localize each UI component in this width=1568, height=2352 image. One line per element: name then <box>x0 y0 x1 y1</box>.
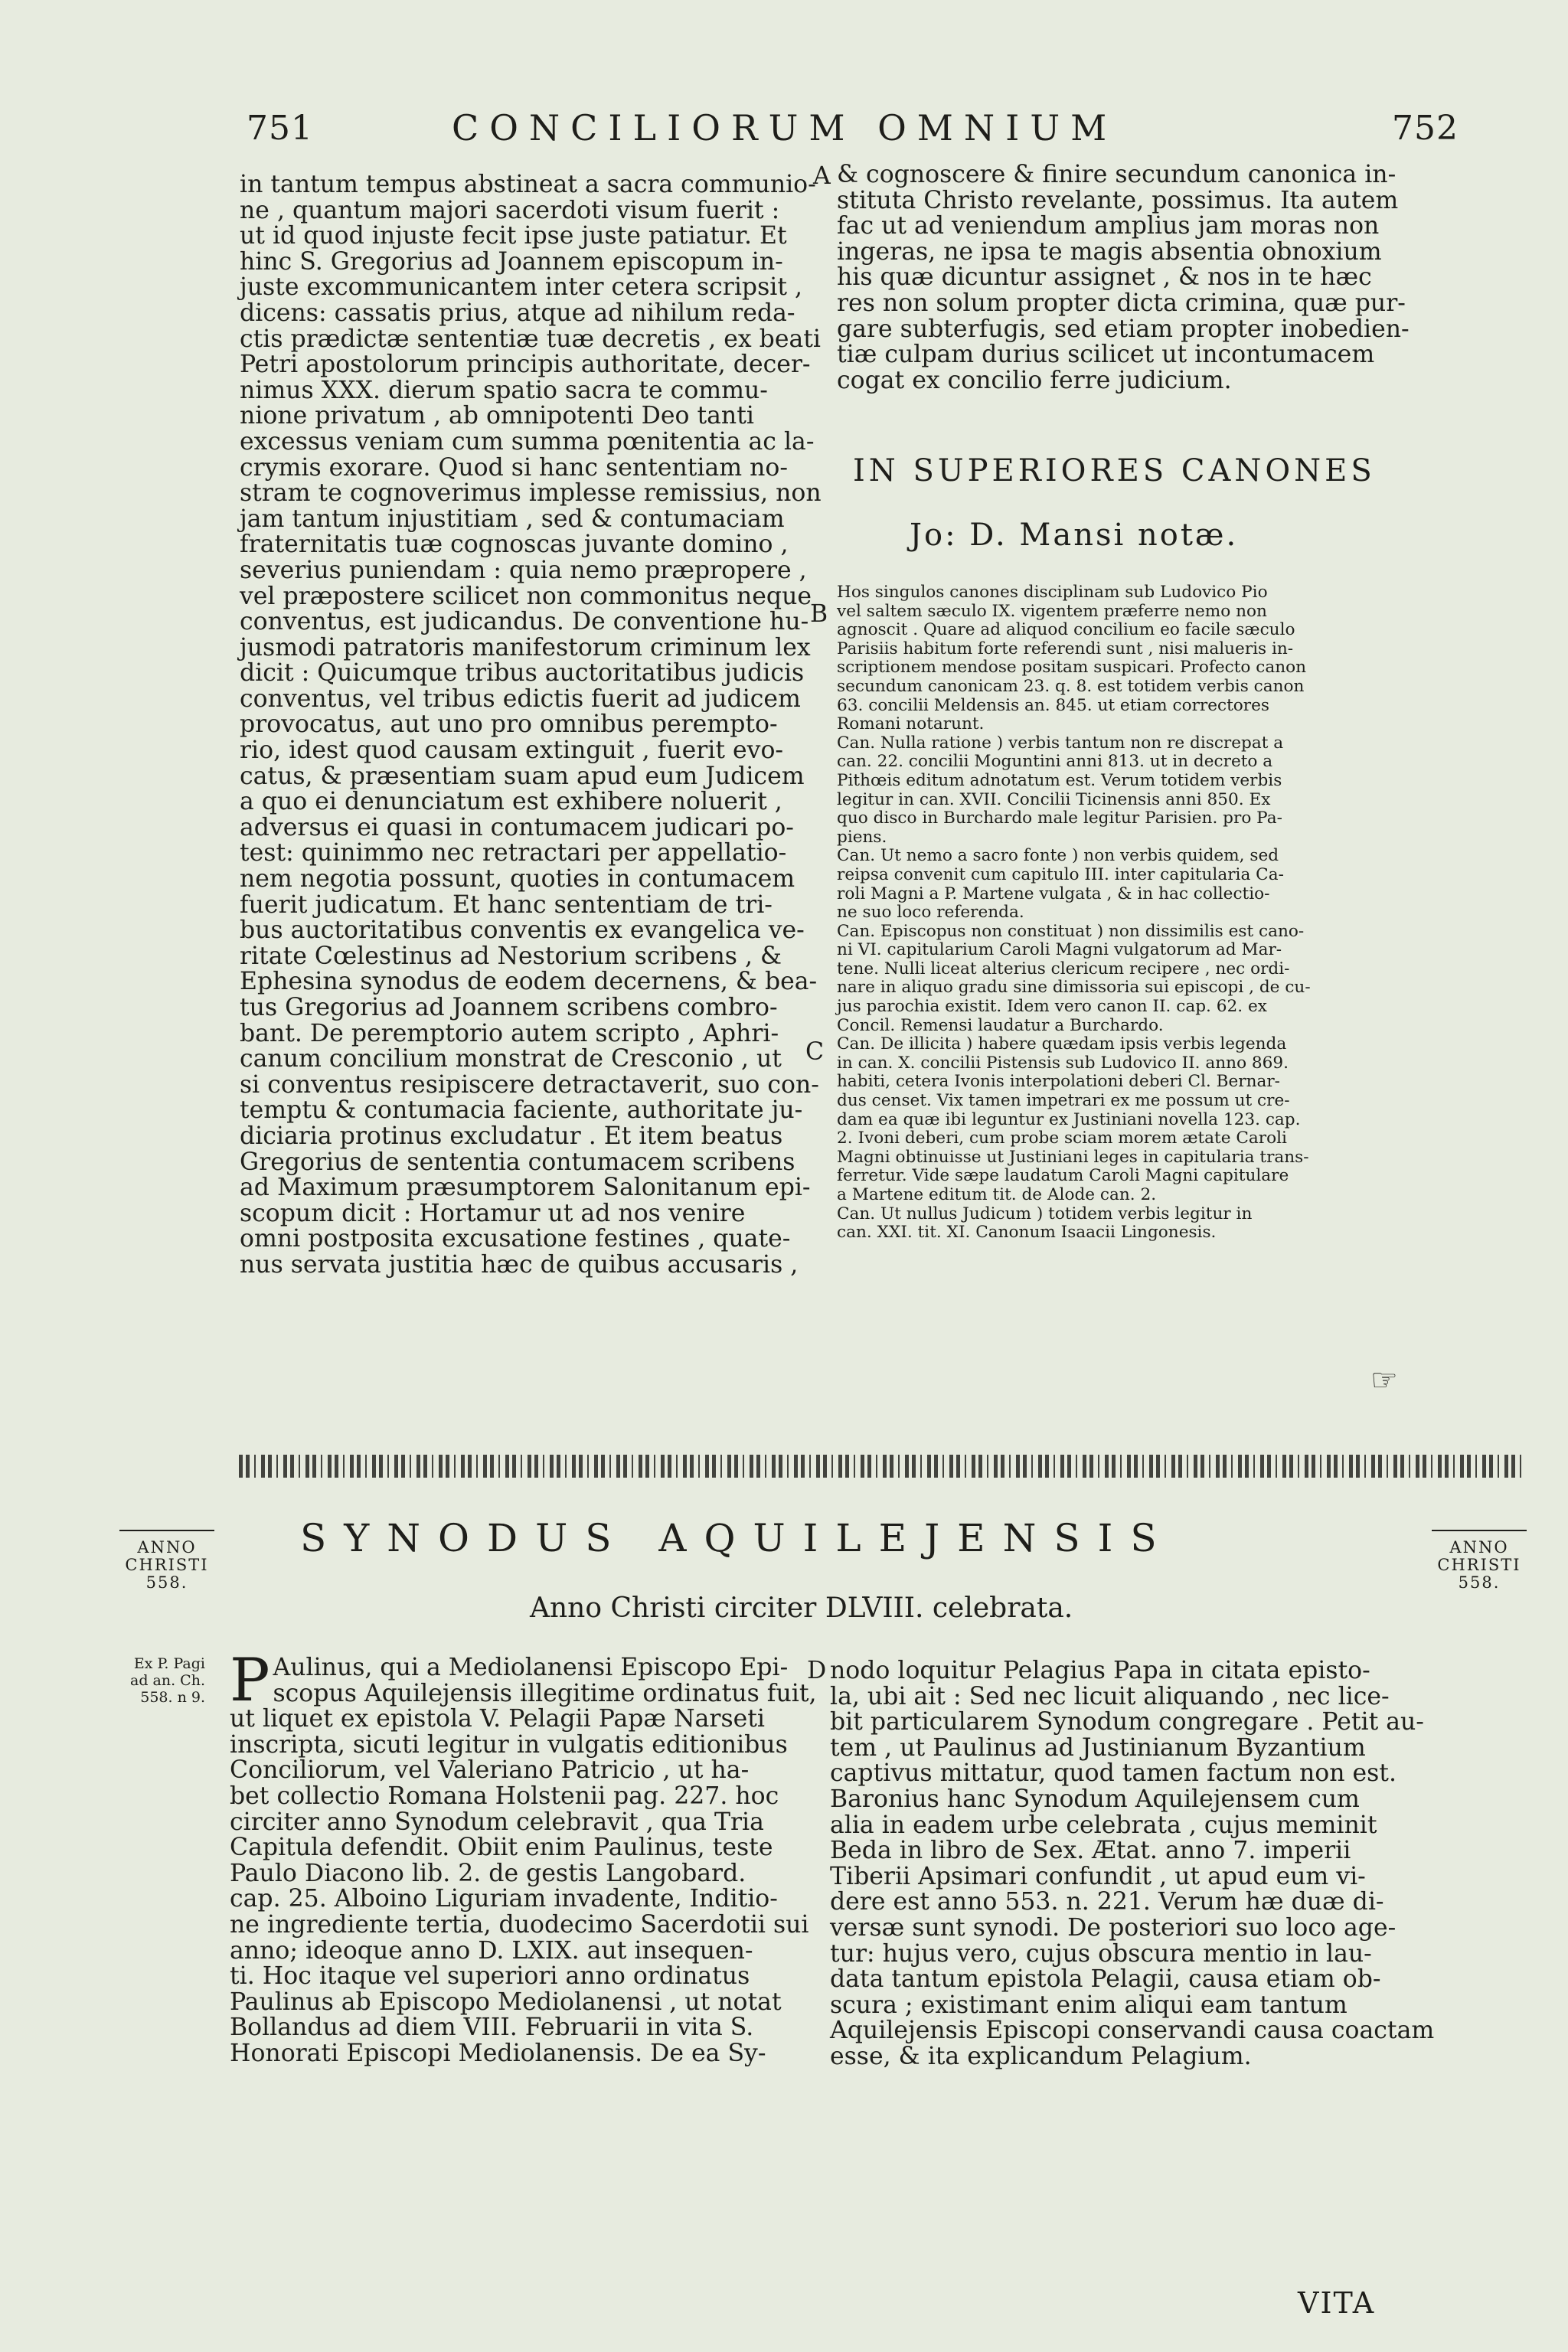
text-line: dicens: cassatis prius, atque ad nihilum reda- <box>240 299 795 327</box>
text-line: 63. concilii Meldensis an. 845. ut etiam correctores <box>837 695 1269 715</box>
text-line: ne ingrediente tertia, duodecimo Sacerdotii sui <box>230 1910 809 1939</box>
text-line: cogat ex concilio ferre judicium. <box>837 366 1232 394</box>
synod-title: SYNODUS AQUILEJENSIS <box>300 1516 1174 1560</box>
text-line: scopum dicit : Hortamur ut ad nos venire <box>240 1199 746 1227</box>
synod-subtitle: Anno Christi circiter DLVIII. celebrata. <box>530 1592 1073 1624</box>
anno-christi-left <box>113 1530 220 1592</box>
text-column-bottom-right <box>830 1658 1434 2070</box>
text-line: ni VI. capitularium Caroli Magni vulgatorum ad Mar- <box>837 940 1282 960</box>
text-line: vel præpostere scilicet non commonitus neque <box>240 582 812 610</box>
text-line: can. 22. concilii Moguntini anni 813. ut in decreto a <box>837 752 1273 772</box>
text-line: Can. Episcopus non constituat ) non dissimilis est cano- <box>837 921 1305 941</box>
catchword: VITA <box>1298 2286 1376 2320</box>
text-line: Hos singulos canones disciplinam sub Ludovico Pio <box>837 583 1268 602</box>
text-line: catus, & præsentiam suam apud eum Judicem <box>240 762 805 790</box>
text-line: ut id quod injuste fecit ipse juste patiatur. Et <box>240 222 787 250</box>
text-line: gare subterfugis, sed etiam propter inobedien- <box>837 315 1410 343</box>
anno-rule-left <box>119 1530 214 1531</box>
text-line: his quæ dicuntur assignet , & nos in te hæc <box>837 263 1372 292</box>
page-number-left: 751 <box>247 109 313 148</box>
text-line: habiti, cetera Ivonis interpolationi deberi Cl. Bernar- <box>837 1072 1280 1092</box>
text-line: Petri apostolorum principis authoritate, decer- <box>240 351 811 379</box>
page-number-right: 752 <box>1392 109 1459 148</box>
text-line: res non solum propter dicta crimina, quæ pur- <box>837 289 1406 317</box>
text-line: Beda in libro de Sex. Ætat. anno 7. imperii <box>830 1837 1351 1865</box>
text-column-top-right <box>837 162 1410 394</box>
anno-christi-right <box>1426 1530 1533 1592</box>
text-line: fuerit judicatum. Et hanc sententiam de tri- <box>240 890 773 919</box>
text-line: Magni obtinuisse ut Justiniani leges in capitularia trans- <box>837 1147 1309 1167</box>
text-line: in tantum tempus abstineat a sacra communio- <box>240 171 816 198</box>
anno-year: 558. <box>1458 1573 1501 1592</box>
text-line: nione privatum , ab omnipotenti Deo tanti <box>240 402 754 430</box>
text-line: Bollandus ad diem VIII. Februarii in vita S. <box>230 2014 754 2042</box>
drop-cap: P <box>230 1646 270 1715</box>
ornament-band <box>239 1455 1521 1479</box>
text-line: secundum canonicam 23. q. 8. est totidem verbis canon <box>837 676 1305 696</box>
text-line: juste excommunicantem inter cetera scripsit , <box>240 273 803 302</box>
source-note-line: ad an. Ch. <box>130 1672 205 1689</box>
text-line: Ephesina synodus de eodem decernens, & bea- <box>240 968 818 996</box>
text-line: nare in aliquo gradu sine dimissoria sui episcopi , de cu- <box>837 978 1311 998</box>
margin-marker-b: B <box>810 600 828 628</box>
text-line: temptu & contumacia faciente, authoritate ju- <box>240 1096 803 1125</box>
text-line: nem negotia possunt, quoties in contumacem <box>240 865 795 893</box>
text-line: ctis prædictæ sententiæ tuæ decretis , ex beati <box>240 325 821 353</box>
text-line: Conciliorum, vel Valeriano Patricio , ut ha- <box>230 1756 750 1785</box>
text-line: Aquilejensis Episcopi conservandi causa coactam <box>830 2017 1435 2045</box>
text-line: agnoscit . Quare ad aliquod concilium eo facile sæculo <box>837 620 1295 640</box>
text-line: canum concilium monstrat de Cresconio , ut <box>240 1045 782 1073</box>
text-line: legitur in can. XVII. Concilii Ticinensis anni 850. Ex <box>837 789 1271 809</box>
text-line: Can. Ut nemo a sacro fonte ) non verbis quidem, sed <box>837 846 1279 866</box>
text-line: jusmodi patratoris manifestorum criminum lex <box>240 633 811 662</box>
text-line: rio, idest quod causam extinguit , fuerit evo- <box>240 737 784 765</box>
text-line: crymis exorare. Quod si hanc sententiam no- <box>240 453 789 482</box>
text-line: tem , ut Paulinus ad Justinianum Byzantium <box>830 1733 1366 1762</box>
anno-word: ANNO <box>137 1538 197 1557</box>
text-line: reipsa convenit cum capitulo III. inter capitularia Ca- <box>837 864 1284 884</box>
text-line: ferretur. Vide sæpe laudatum Caroli Magni capitulare <box>837 1166 1289 1186</box>
text-line: si conventus resipiscere detractaverit, suo con- <box>240 1070 819 1099</box>
notes-author: Jo: D. Mansi notæ. <box>910 518 1239 553</box>
text-line: jus parochia existit. Idem vero canon II. cap. 62. ex <box>837 997 1267 1017</box>
text-line: scopus Aquilejensis illegitime ordinatus fuit, <box>273 1679 817 1707</box>
text-line: captivus mittatur, quod tamen factum non est. <box>830 1759 1396 1788</box>
text-line: la, ubi ait : Sed nec licuit aliquando , nec lice- <box>830 1682 1390 1710</box>
pointing-hand-icon: ☞ <box>1370 1363 1398 1398</box>
text-line: data tantum epistola Pelagii, causa etiam ob- <box>830 1965 1381 1994</box>
text-line: piens. <box>837 827 887 847</box>
text-line: Paulo Diacono lib. 2. de gestis Langobard. <box>230 1859 746 1887</box>
anno-rule-right <box>1432 1530 1527 1531</box>
text-line: fac ut ad veniendum amplius jam moras non <box>837 212 1380 240</box>
text-line: test: quinimmo nec retractari per appellatio- <box>240 839 787 867</box>
text-line: ritate Cœlestinus ad Nestorium scribens , & <box>240 942 782 970</box>
text-line: conventus, est judicandus. De conventione hu- <box>240 608 809 636</box>
text-line: a Martene editum tit. de Alode can. 2. <box>837 1185 1157 1204</box>
text-line: Tiberii Apsimari confundit , ut apud eum vi- <box>830 1862 1366 1890</box>
margin-marker-d: D <box>807 1657 827 1684</box>
margin-marker-c: C <box>805 1038 825 1066</box>
text-line: Baronius hanc Synodum Aquilejensem cum <box>830 1785 1360 1813</box>
text-line: tus Gregorius ad Joannem scribens combro- <box>240 994 778 1021</box>
text-line: quo disco in Burchardo male legitur Parisien. pro Pa- <box>837 808 1282 828</box>
text-line: diciaria protinus excludatur . Et item beatus <box>240 1122 783 1150</box>
text-line: tur: hujus vero, cujus obscura mentio in lau- <box>830 1939 1372 1968</box>
text-line: Parisiis habitum forte referendi sunt , nisi malueris in- <box>837 639 1294 658</box>
text-line: excessus veniam cum summa pœnitentia ac la- <box>240 427 815 456</box>
text-line: Can. Nulla ratione ) verbis tantum non re discrepat a <box>837 733 1284 753</box>
text-line: & cognoscere & finire secundum canonica in- <box>837 161 1396 188</box>
text-line: esse, & ita explicandum Pelagium. <box>830 2042 1252 2070</box>
text-line: omni postposita excusatione festines , quate- <box>240 1225 791 1253</box>
text-line: a quo ei denunciatum est exhibere noluerit , <box>240 788 782 816</box>
text-line: bit particularem Synodum congregare . Petit au- <box>830 1708 1424 1736</box>
text-line: Pithœis editum adnotatum est. Verum totidem verbis <box>837 770 1282 790</box>
text-line: dus censet. Vix tamen impetrari ex me possum ut cre- <box>837 1091 1290 1111</box>
text-line: ad Maximum præsumptorem Salonitanum epi- <box>240 1174 811 1202</box>
text-line: Concil. Remensi laudatur a Burchardo. <box>837 1015 1164 1035</box>
text-line: Gregorius de sententia contumacem scribens <box>240 1148 795 1176</box>
text-line: anno; ideoque anno D. LXIX. aut insequen- <box>230 1936 753 1965</box>
text-line: Capitula defendit. Obiit enim Paulinus, teste <box>230 1834 773 1862</box>
text-line: ingeras, ne ipsa te magis absentia obnoxium <box>837 237 1382 266</box>
anno-word: ANNO <box>1449 1538 1509 1557</box>
text-line: nus servata justitia hæc de quibus accusaris , <box>240 1250 799 1279</box>
text-line: tiæ culpam durius scilicet ut incontumacem <box>837 341 1375 369</box>
text-line: versæ sunt synodi. De posteriori suo loco age- <box>830 1913 1396 1942</box>
text-line: ne , quantum majori sacerdoti visum fuerit : <box>240 196 780 224</box>
bottom-left-lines <box>230 1646 817 2067</box>
text-line: can. XXI. tit. XI. Canonum Isaacii Lingonesis. <box>837 1223 1217 1243</box>
source-note-line: 558. n 9. <box>140 1689 205 1706</box>
text-line: stram te cognoverimus implesse remissius, non <box>240 479 822 508</box>
source-note-line: Ex P. Pagi <box>133 1655 205 1672</box>
christi-word: CHRISTI <box>1437 1556 1521 1574</box>
text-line: bet collectio Romana Holstenii pag. 227. hoc <box>230 1782 779 1810</box>
text-line: ti. Hoc itaque vel superiori anno ordinatus <box>230 1962 750 1991</box>
text-line: tene. Nulli liceat alterius clericum recipere , nec ordi- <box>837 959 1290 978</box>
text-line: Can. Ut nullus Judicum ) totidem verbis legitur in <box>837 1204 1253 1223</box>
text-line: cap. 25. Alboino Liguriam invadente, Inditio- <box>230 1885 778 1913</box>
text-column-top-left <box>240 171 825 1279</box>
text-column-bottom-left <box>230 1646 817 2067</box>
text-line: fraternitatis tuæ cognoscas juvante domino , <box>240 531 789 559</box>
text-line: jam tantum injustitiam , sed & contumaciam <box>240 505 785 533</box>
text-line: severius puniendam : quia nemo præpropere , <box>240 556 807 584</box>
text-line: bus auctoritatibus conventis ex evangelica ve- <box>240 916 805 945</box>
text-line: scriptionem mendose positam suspicari. Profecto canon <box>837 658 1307 678</box>
margin-marker-a: A <box>813 162 831 190</box>
text-line: dicit : Quicumque tribus auctoritatibus judicis <box>240 659 805 688</box>
text-line: inscripta, sicuti legitur in vulgatis editionibus <box>230 1730 788 1759</box>
text-line: nimus XXX. dierum spatio sacra te commu- <box>240 376 768 404</box>
text-line: Can. De illicita ) habere quædam ipsis verbis legenda <box>837 1034 1287 1054</box>
text-line: bant. De peremptorio autem scripto , Aphri- <box>240 1019 779 1047</box>
notes-heading: IN SUPERIORES CANONES <box>853 453 1376 488</box>
text-line: scura ; existimant enim aliqui eam tantum <box>830 1991 1348 2019</box>
text-line: circiter anno Synodum celebravit , qua Tria <box>230 1808 764 1836</box>
text-line: hinc S. Gregorius ad Joannem episcopum in- <box>240 247 783 276</box>
text-line: provocatus, aut uno pro omnibus perempto- <box>240 710 778 739</box>
text-line: adversus ei quasi in contumacem judicari po- <box>240 813 794 841</box>
text-line: Paulinus ab Episcopo Mediolanensi , ut notat <box>230 1988 782 2016</box>
text-line: Honorati Episcopi Mediolanensis. De ea Sy- <box>230 2039 766 2067</box>
text-line: in can. X. concilii Pistensis sub Ludovico II. anno 869. <box>837 1053 1289 1073</box>
text-line: dere est anno 553. n. 221. Verum hæ duæ di- <box>830 1888 1384 1916</box>
source-note <box>107 1655 205 1706</box>
christi-word: CHRISTI <box>125 1556 209 1574</box>
text-line: ut liquet ex epistola V. Pelagii Papæ Narseti <box>230 1705 765 1733</box>
text-line: roli Magni a P. Martene vulgata , & in hac collectio- <box>837 884 1270 903</box>
text-line: dam ea quæ ibi leguntur ex Justiniani novella 123. cap. <box>837 1109 1301 1129</box>
running-title: CONCILIORUM OMNIUM <box>452 107 1118 149</box>
anno-year: 558. <box>145 1573 188 1592</box>
text-line: Romani notarunt. <box>837 714 985 734</box>
text-line: ne suo loco referenda. <box>837 903 1024 923</box>
text-line: nodo loquitur Pelagius Papa in citata episto- <box>830 1657 1370 1684</box>
notes-block <box>837 583 1311 1243</box>
text-line: stituta Christo revelante, possimus. Ita autem <box>837 186 1399 214</box>
text-line: conventus, vel tribus edictis fuerit ad judicem <box>240 684 801 713</box>
text-line: vel saltem sæculo IX. vigentem præferre nemo non <box>837 601 1267 621</box>
text-line: 2. Ivoni deberi, cum probe sciam morem ætate Caroli <box>837 1129 1287 1148</box>
text-line: alia in eadem urbe celebrata , cujus meminit <box>830 1811 1377 1839</box>
text-line: Aulinus, qui a Mediolanensi Episcopo Epi- <box>273 1654 789 1681</box>
